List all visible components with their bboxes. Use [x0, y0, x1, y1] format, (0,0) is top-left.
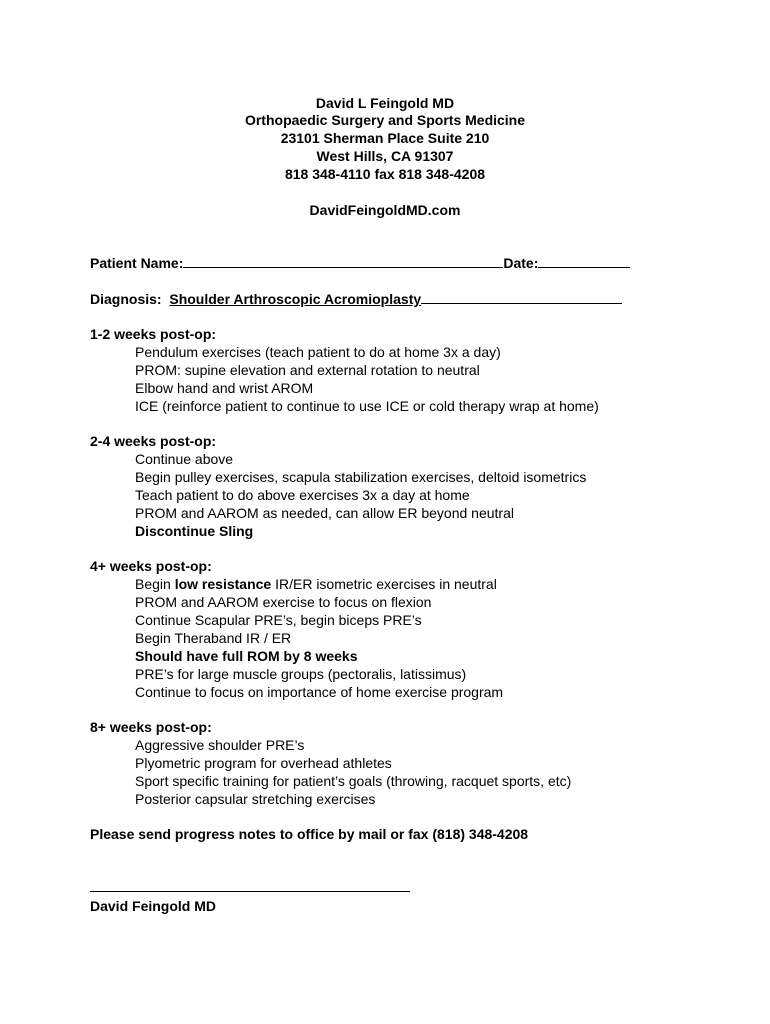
- patient-name-field[interactable]: [183, 254, 503, 268]
- list-item: Sport specific training for patient’s goals (throwing, racquet sports, etc): [135, 773, 572, 789]
- diagnosis-label: Diagnosis:: [90, 291, 162, 307]
- diagnosis-row: [90, 290, 622, 308]
- address-line-2: West Hills, CA 91307: [316, 148, 454, 164]
- list-item: Teach patient to do above exercises 3x a day at home: [135, 487, 470, 503]
- list-item-emphasis: low resistance: [174, 576, 272, 592]
- list-item-emphasis: Discontinue Sling: [135, 523, 254, 539]
- list-item: [135, 575, 497, 593]
- section-title: 8+ weeks post-op:: [90, 719, 212, 735]
- diagnosis-value: Shoulder Arthroscopic Acromioplasty: [169, 291, 422, 307]
- list-item: PRE’s for large muscle groups (pectoralis, latissimus): [135, 666, 467, 682]
- signature-line: [90, 891, 410, 892]
- website-link[interactable]: DavidFeingoldMD.com: [309, 202, 461, 218]
- physician-name: David L Feingold MD: [315, 95, 455, 111]
- list-item: Continue to focus on importance of home exercise program: [135, 684, 504, 700]
- phone-fax: 818 348-4110 fax 818 348-4208: [284, 166, 486, 182]
- closing-note: Please send progress notes to office by mail or fax (818) 348-4208: [90, 826, 529, 842]
- address-line-1: 23101 Sherman Place Suite 210: [280, 130, 490, 146]
- section-title: 4+ weeks post-op:: [90, 558, 212, 574]
- list-item: Posterior capsular stretching exercises: [135, 791, 376, 807]
- diagnosis-underline: [421, 290, 622, 304]
- list-item: PROM and AAROM as needed, can allow ER beyond neutral: [135, 505, 514, 521]
- list-item: Begin Theraband IR / ER: [135, 630, 292, 646]
- list-item: Plyometric program for overhead athletes: [135, 755, 392, 771]
- list-item: Elbow hand and wrist AROM: [135, 380, 314, 396]
- list-item: PROM and AAROM exercise to focus on flexion: [135, 594, 432, 610]
- list-item-emphasis: Should have full ROM by 8 weeks: [135, 648, 358, 664]
- signature-name: David Feingold MD: [90, 898, 216, 914]
- list-item-prefix: Begin: [135, 576, 175, 592]
- date-label: Date:: [503, 255, 539, 271]
- list-item-suffix: IR/ER isometric exercises in neutral: [271, 576, 497, 592]
- section-title: 1-2 weeks post-op:: [90, 326, 217, 342]
- list-item: PROM: supine elevation and external rotation to neutral: [135, 362, 480, 378]
- physician-specialty: Orthopaedic Surgery and Sports Medicine: [244, 112, 526, 128]
- list-item: ICE (reinforce patient to continue to use ICE or cold therapy wrap at home): [135, 398, 599, 414]
- section-title: 2-4 weeks post-op:: [90, 433, 217, 449]
- patient-name-row: [90, 254, 630, 272]
- list-item: Continue Scapular PRE’s, begin biceps PRE’s: [135, 612, 422, 628]
- date-field[interactable]: [538, 254, 630, 268]
- list-item: Aggressive shoulder PRE’s: [135, 737, 305, 753]
- list-item: Begin pulley exercises, scapula stabilization exercises, deltoid isometrics: [135, 469, 587, 485]
- patient-name-label: Patient Name:: [90, 255, 184, 271]
- list-item: Pendulum exercises (teach patient to do at home 3x a day): [135, 344, 501, 360]
- list-item: Continue above: [135, 451, 234, 467]
